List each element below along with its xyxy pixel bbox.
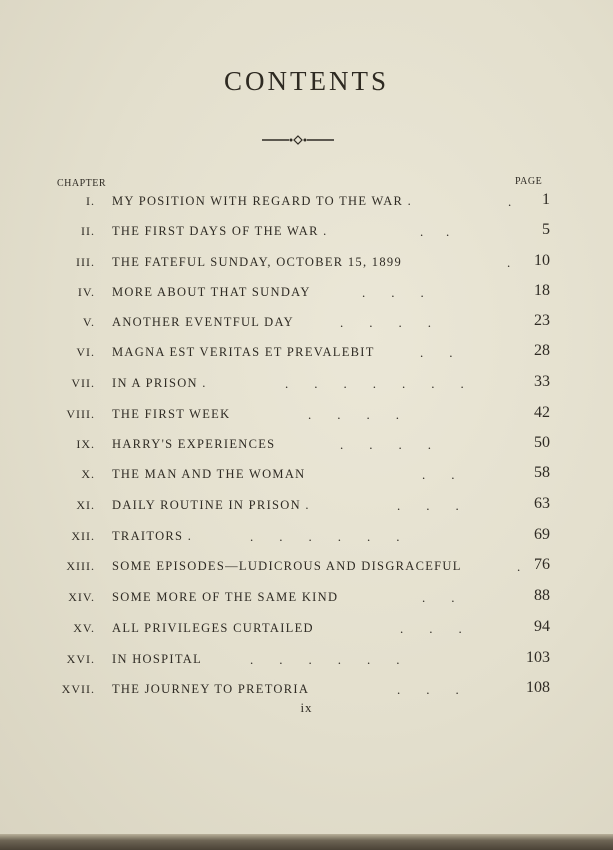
- chapter-title: SOME MORE OF THE SAME KIND: [112, 590, 339, 604]
- chapter-title: HARRY'S EXPERIENCES: [112, 437, 276, 451]
- chapter-title: SOME EPISODES—LUDICROUS AND DISGRACEFUL: [112, 559, 462, 573]
- toc-entry: [0, 434, 613, 459]
- leader-dots: . . . .: [340, 315, 431, 330]
- page-number: 94: [534, 618, 550, 635]
- page-title: CONTENTS: [224, 66, 389, 96]
- chapter-number: XVII.: [61, 682, 95, 696]
- leader-dots: . . .: [362, 285, 424, 300]
- page-number: 108: [526, 679, 550, 696]
- leader-dots: . . .: [400, 621, 462, 636]
- leader-dots: . . . . . . .: [285, 376, 464, 391]
- chapter-number: I.: [86, 194, 95, 208]
- leader-dots: . . . .: [308, 407, 399, 422]
- chapter-column-header: CHAPTER: [57, 178, 107, 189]
- toc-entry: [0, 526, 613, 551]
- page-number: 28: [534, 342, 550, 359]
- page-number: 18: [534, 282, 550, 299]
- toc-entry: [0, 373, 613, 398]
- leader-dots: . .: [420, 345, 453, 360]
- leader-dots: .: [517, 559, 521, 574]
- page-number: 42: [534, 404, 550, 421]
- page-column-header: PAGE: [515, 176, 543, 187]
- chapter-number: II.: [81, 224, 95, 238]
- chapter-title: THE FATEFUL SUNDAY, OCTOBER 15, 1899: [112, 255, 403, 269]
- page-number: 10: [534, 252, 550, 269]
- chapter-number: III.: [76, 255, 95, 269]
- chapter-title: TRAITORS .: [112, 529, 193, 543]
- folio-page-number: ix: [300, 700, 313, 715]
- chapter-number: XV.: [73, 621, 95, 635]
- toc-entry: [0, 191, 613, 216]
- toc-entry: [0, 618, 613, 643]
- leader-dots: .: [507, 255, 511, 270]
- toc-entry: [0, 312, 613, 337]
- toc-entry: [0, 404, 613, 429]
- chapter-number: XIII.: [66, 559, 95, 573]
- page-number: 23: [534, 312, 550, 329]
- toc-entry: [0, 495, 613, 520]
- chapter-number: IX.: [76, 437, 95, 451]
- leader-dots: . .: [422, 590, 455, 605]
- chapter-title: MY POSITION WITH REGARD TO THE WAR .: [112, 194, 413, 208]
- chapter-title: IN A PRISON .: [112, 376, 207, 390]
- leader-dots: . . .: [397, 498, 459, 513]
- chapter-title: IN HOSPITAL: [112, 652, 203, 666]
- page-number: 33: [534, 373, 550, 390]
- leader-dots: . . . . . .: [250, 652, 400, 667]
- leader-dots: . .: [420, 224, 450, 239]
- leader-dots: . . . . . .: [250, 529, 400, 544]
- chapter-number: VIII.: [66, 407, 95, 421]
- toc-entry: [0, 649, 613, 674]
- toc-entry: [0, 282, 613, 307]
- toc-entry: [0, 556, 613, 581]
- toc-entry: [0, 464, 613, 489]
- chapter-number: VI.: [76, 345, 95, 359]
- toc-entry: [0, 221, 613, 246]
- ornament-rule-icon: [262, 134, 334, 146]
- leader-dots: . .: [422, 467, 455, 482]
- page-number: 58: [534, 464, 550, 481]
- chapter-title: ALL PRIVILEGES CURTAILED: [112, 621, 314, 635]
- page-number: 76: [534, 556, 550, 573]
- chapter-title: THE JOURNEY TO PRETORIA: [112, 682, 310, 696]
- page-number: 1: [542, 191, 550, 208]
- chapter-title: THE FIRST DAYS OF THE WAR .: [112, 224, 328, 238]
- chapter-title: THE MAN AND THE WOMAN: [112, 467, 306, 481]
- chapter-number: XI.: [76, 498, 95, 512]
- chapter-number: VII.: [71, 376, 95, 390]
- chapter-title: ANOTHER EVENTFUL DAY: [112, 315, 295, 329]
- chapter-number: XIV.: [68, 590, 95, 604]
- chapter-title: DAILY ROUTINE IN PRISON .: [112, 498, 310, 512]
- chapter-number: V.: [82, 315, 95, 329]
- chapter-number: X.: [81, 467, 95, 481]
- chapter-title: MORE ABOUT THAT SUNDAY: [112, 285, 311, 299]
- toc-entry: [0, 342, 613, 367]
- page-number: 69: [534, 526, 550, 543]
- page-edge-shadow: [0, 834, 613, 850]
- chapter-title: MAGNA EST VERITAS ET PREVALEBIT: [112, 345, 375, 359]
- page-number: 103: [526, 649, 550, 666]
- page-number: 63: [534, 495, 550, 512]
- toc-entry: [0, 587, 613, 612]
- chapter-number: XII.: [71, 529, 95, 543]
- leader-dots: .: [508, 194, 512, 209]
- toc-entry: [0, 252, 613, 277]
- page-number: 5: [542, 221, 550, 238]
- chapter-number: IV.: [77, 285, 95, 299]
- page-number: 88: [534, 587, 550, 604]
- chapter-number: XVI.: [66, 652, 95, 666]
- page-number: 50: [534, 434, 550, 451]
- leader-dots: . . . .: [340, 437, 431, 452]
- chapter-title: THE FIRST WEEK: [112, 407, 231, 421]
- leader-dots: . . .: [397, 682, 459, 697]
